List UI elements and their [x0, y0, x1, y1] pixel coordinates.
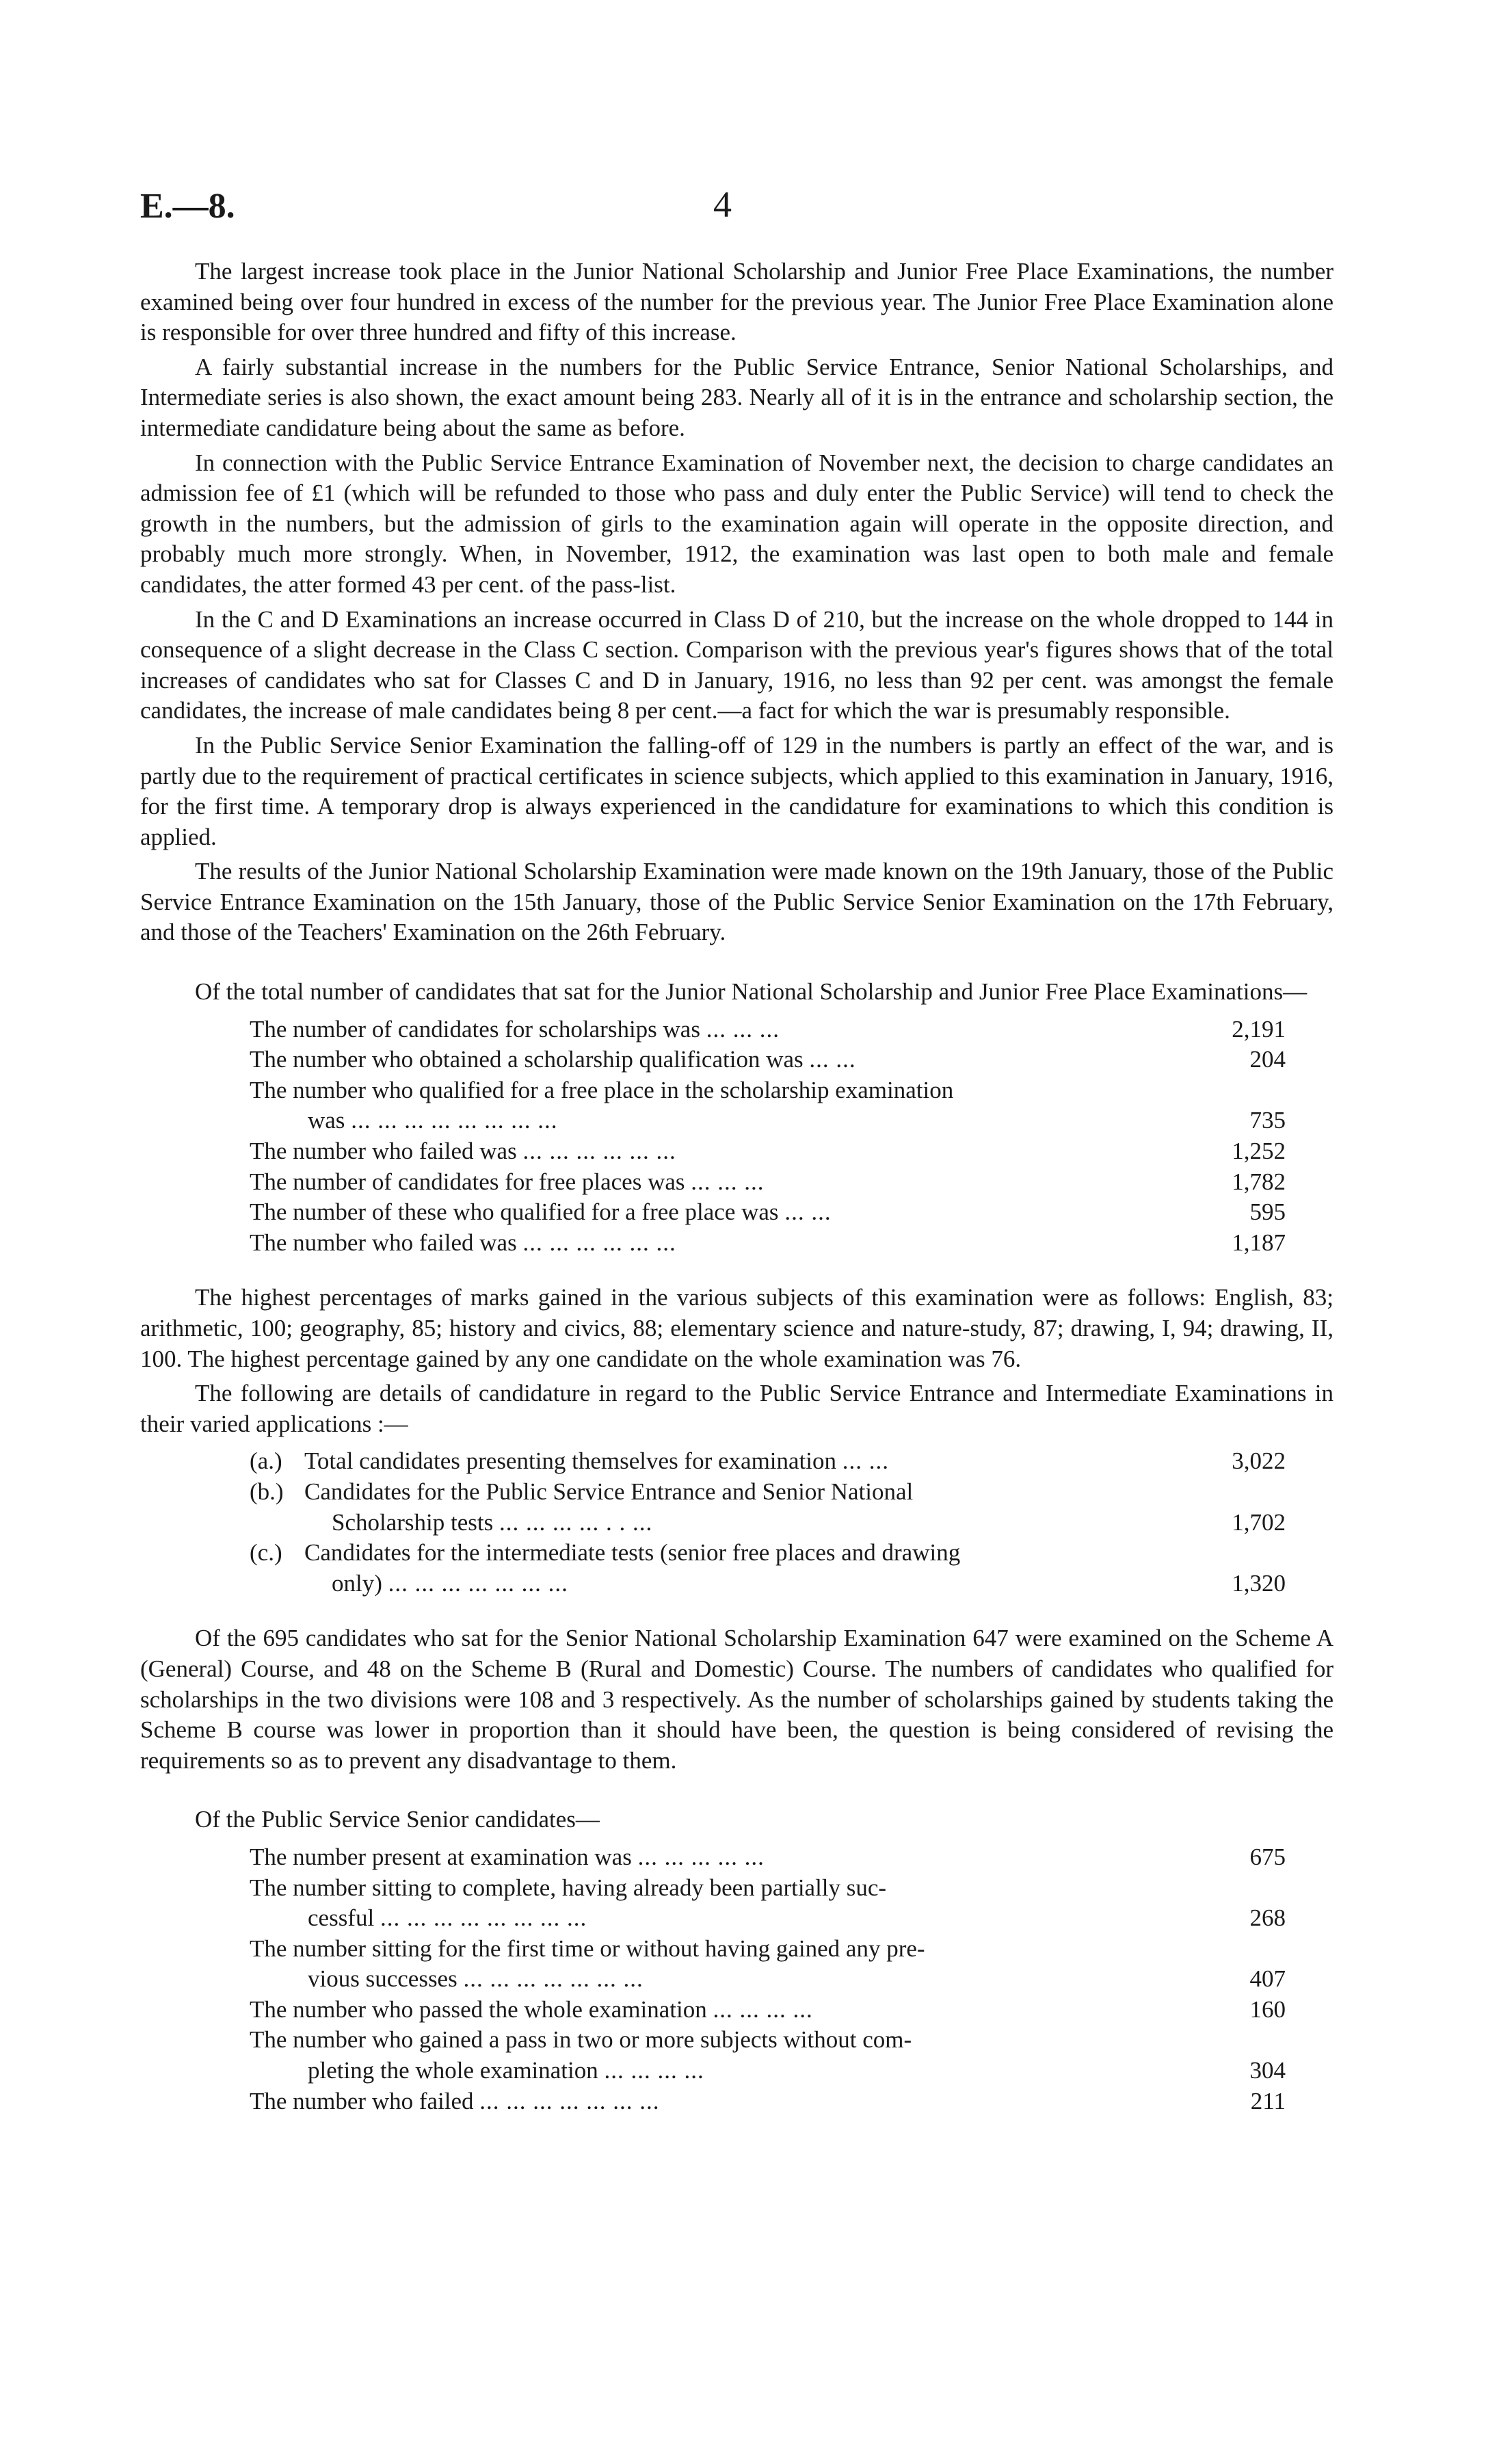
list-item: (a.) Total candidates presenting themselves for examination ... ... 3,022: [250, 1447, 1286, 1475]
list-item: The number sitting to complete, having already been partially suc-: [250, 1874, 887, 1901]
list-item: The number present at examination was ... ... ... ... ... 675: [250, 1843, 1286, 1870]
paragraph: In the C and D Examinations an increase occurred in Class D of 210, but the increase on the whole dropped to 144 in consequence of a slight decrease in the Class C section. Comparison with the previous year's figures shows that of the total increases of candidates who sat for Classes C and D in January, 1916, no less than 92 per cent. was amongst the female candidates, the increase of male candidates being 8 per cent.—a fact for which the war is presumably responsible.: [140, 605, 1334, 724]
junior-section-intro: Of the total number of candidates that sat for the Junior National Scholarship and Junior Free Place Examinations—: [195, 978, 1308, 1006]
senior-statistics-list: [140, 1842, 1334, 2116]
list-item: The number who failed was ... ... ... ... ... ... 1,187: [250, 1229, 1286, 1256]
list-item: The number sitting for the first time or without having gained any pre-: [250, 1935, 925, 1962]
paragraph: In connection with the Public Service Entrance Examination of November next, the decision to charge candidates an admission fee of £1 (which will be refunded to those who pass and duly enter the Public Service) will tend to check the growth in the numbers, but the admission of girls to the examination again will operate in the opposite direction, and probably much more strongly. When, in November, 1912, the examination was last open to both male and female candidates, the atter formed 43 per cent. of the pass-list.: [140, 449, 1334, 598]
paragraph: The largest increase took place in the Junior National Scholarship and Junior Free Place Examinations, the number examined being over four hundred in excess of the number for the previous year. The Junior Free Place Examination alone is responsible for over three hundred and fifty of this increase.: [140, 258, 1334, 346]
paragraph: The highest percentages of marks gained in the various subjects of this examination were as follows: English, 83; arithmetic, 100; geography, 85; history and civics, 88; elementary science and nature-study, 87; drawing, I, 94; drawing, II, 100. The highest percentage gained by any one candidate on the whole examination was 76.: [140, 1284, 1334, 1372]
list-item-continuation: pleting the whole examination ... ... ... ... 304: [308, 2057, 1286, 2084]
document-reference: E.—8.: [140, 187, 235, 226]
candidature-list: [140, 1446, 1334, 1599]
list-item: The number who qualified for a free place in the scholarship examination: [250, 1076, 954, 1103]
junior-statistics-list: [140, 1014, 1334, 1259]
paragraph: A fairly substantial increase in the numbers for the Public Service Entrance, Senior National Scholarships, and Intermediate series is also shown, the exact amount being 283. Nearly all of it is in the entrance and scholarship section, the intermediate candidature being about the same as before.: [140, 353, 1334, 441]
list-item: The number of these who qualified for a free place was ... ... 595: [250, 1198, 1286, 1226]
document-body: [140, 257, 1334, 2116]
list-item: was ... ... ... ... ... ... ... ... 735: [308, 1107, 1286, 1134]
list-item-continuation: cessful ... ... ... ... ... ... ... ... 268: [308, 1904, 1286, 1932]
list-item: (b.) Candidates for the Public Service Entrance and Senior National: [250, 1478, 914, 1505]
list-item: The number of candidates for scholarships was ... ... ... 2,191: [250, 1015, 1286, 1043]
paragraph: Of the 695 candidates who sat for the Senior National Scholarship Examination 647 were examined on the Scheme A (General) Course, and 48 on the Scheme B (Rural and Domestic) Course. The numbers of candidates who qualified for scholarships in the two divisions were 108 and 3 respectively. As the number of scholarships gained by students taking the Scheme B course was lower in proportion than it should have been, the question is being considered of revising the requirements so as to prevent any disadvantage to them.: [140, 1625, 1334, 1774]
page-number: 4: [713, 184, 732, 225]
list-item: (c.) Candidates for the intermediate tests (senior free places and drawing: [250, 1539, 961, 1567]
list-item: The number who failed ... ... ... ... ... ... ... 211: [250, 2087, 1286, 2114]
paragraph: The results of the Junior National Scholarship Examination were made known on the 19th January, those of the Public Service Entrance Examination on the 15th January, those of the Public Service Senior Examination on the 17th February, and those of the Teachers' Examination on the 26th February.: [140, 858, 1334, 946]
list-item: The number who gained a pass in two or more subjects without com-: [250, 2026, 912, 2054]
list-item: The number who obtained a scholarship qualification was ... ... 204: [250, 1046, 1286, 1073]
list-item-continuation: Scholarship tests ... ... ... ... . . ... 1,702: [332, 1508, 1286, 1536]
senior-section-intro: Of the Public Service Senior candidates—: [195, 1806, 600, 1833]
list-item: The number of candidates for free places was ... ... ... 1,782: [250, 1168, 1286, 1195]
paragraph: In the Public Service Senior Examination the falling-off of 129 in the numbers is partly an effect of the war, and is partly due to the requirement of practical certificates in science subjects, which applied to this examination in January, 1916, for the first time. A temporary drop is always experienced in the candidature for examinations to which this condition is applied.: [140, 731, 1334, 850]
list-item: The number who failed was ... ... ... ... ... ... 1,252: [250, 1138, 1286, 1165]
list-item-continuation: only) ... ... ... ... ... ... ... 1,320: [332, 1569, 1286, 1597]
paragraph: The following are details of candidature in regard to the Public Service Entrance and Intermediate Examinations in their varied applications :—: [140, 1380, 1334, 1437]
list-item: The number who passed the whole examination ... ... ... ... 160: [250, 1995, 1286, 2023]
list-item-continuation: vious successes ... ... ... ... ... ... ... 407: [308, 1965, 1286, 1993]
